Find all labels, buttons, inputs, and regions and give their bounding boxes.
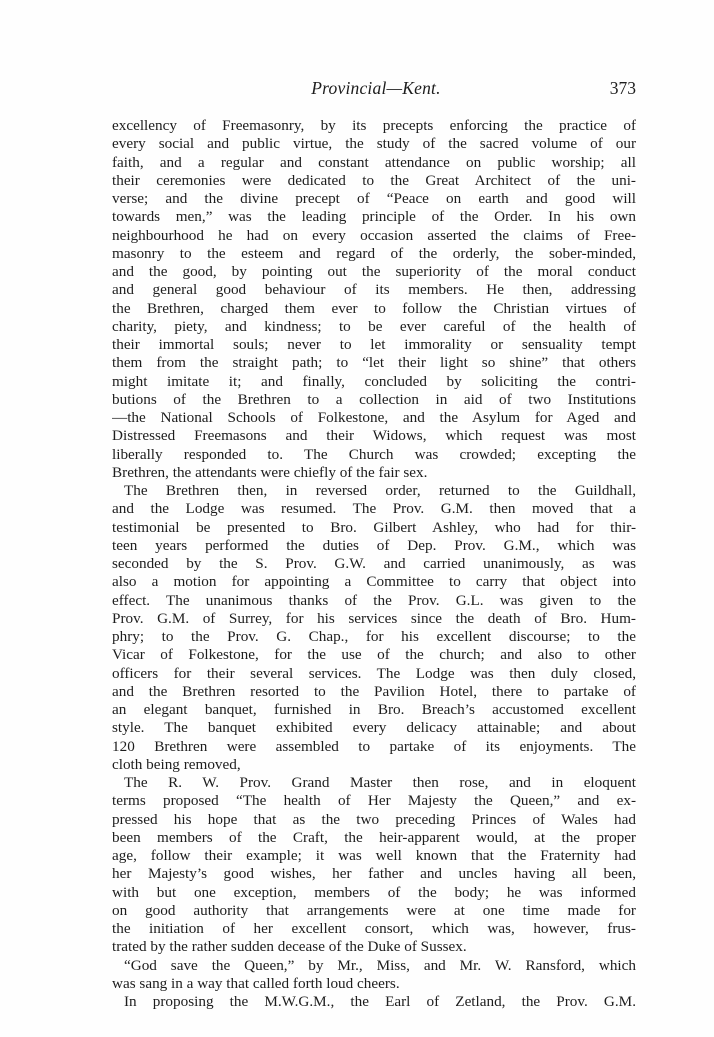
text-line: “God save the Queen,” by Mr., Miss, and Mr. W. Ransford, which (124, 956, 636, 974)
text-line: In proposing the M.W.G.M., the Earl of Zetland, the Prov. G.M. (124, 993, 636, 1010)
text-line: liberally responded to. The Church was crowded; excepting the (112, 445, 636, 463)
text-line: towards men,” was the leading principle of the Order. In his own (112, 208, 636, 226)
text-line: neighbourhood he had on every occasion asserted the claims of Free- (112, 226, 636, 244)
text-line: and the Brethren resorted to the Pavilion Hotel, there to partake of (112, 682, 636, 700)
text-line: terms proposed “The health of Her Majesty the Queen,” and ex- (112, 792, 636, 810)
text-line: faith, and a regular and constant attendance on public worship; all (112, 153, 636, 171)
text-line: —the National Schools of Folkestone, and the Asylum for Aged and (112, 409, 636, 426)
text-line: The R. W. Prov. Grand Master then rose, and in eloquent (124, 774, 636, 791)
text-line: them from the straight path; to “let their light so shine” that others (112, 354, 636, 372)
text-line: age, follow their example; it was well known that the Fraternity had (112, 847, 636, 864)
text-line: Distressed Freemasons and their Widows, which request was most (112, 427, 636, 445)
text-line: on good authority that arrangements were at one time made for (112, 901, 636, 919)
text-line: style. The banquet exhibited every delicacy attainable; and about (112, 719, 636, 737)
text-line: the Brethren, charged them ever to follow the Christian virtues of (112, 299, 636, 317)
text-line: and the Lodge was resumed. The Prov. G.M. then moved that a (112, 500, 636, 518)
text-line: an elegant banquet, furnished in Bro. Breach’s accustomed excellent (112, 701, 636, 718)
text-line: with but one exception, members of the body; he was informed (112, 883, 636, 901)
text-line: was sang in a way that called forth loud cheers. (112, 974, 400, 992)
text-line: officers for their several services. The Lodge was then duly closed, (112, 664, 636, 682)
text-line: trated by the rather sudden decease of the Duke of Sussex. (112, 938, 467, 956)
text-line: and general good behaviour of its members. He then, addressing (112, 281, 636, 299)
text-line: and the good, by pointing out the superiority of the moral conduct (112, 263, 636, 280)
text-line: Prov. G.M. of Surrey, for his services since the death of Bro. Hum- (112, 609, 636, 627)
text-line: Vicar of Folkestone, for the use of the church; and also to other (112, 646, 636, 664)
text-line: Brethren, the attendants were chiefly of the fair sex. (112, 463, 428, 481)
running-head: Provincial—Kent. (311, 78, 441, 98)
text-line: pressed his hope that as the two preceding Princes of Wales had (112, 810, 636, 828)
text-line: also a motion for appointing a Committee to carry that object into (112, 573, 636, 591)
text-line: their immortal souls; never to let immorality or sensuality tempt (112, 336, 636, 353)
page-number: 373 (609, 78, 636, 98)
text-line: charity, piety, and kindness; to be ever careful of the health of (112, 317, 636, 335)
text-line: verse; and the divine precept of “Peace on earth and good will (112, 190, 636, 207)
text-line: 120 Brethren were assembled to partake of its enjoyments. The (112, 737, 636, 755)
text-line: might imitate it; and finally, concluded by soliciting the contri- (112, 372, 636, 390)
text-line: excellency of Freemasonry, by its precepts enforcing the practice of (112, 117, 636, 134)
body-text (112, 117, 636, 1011)
text-line: seconded by the S. Prov. G.W. and carried unanimously, as was (112, 555, 636, 572)
text-line: been members of the Craft, the heir-apparent would, at the proper (112, 828, 636, 846)
text-line: phry; to the Prov. G. Chap., for his excellent discourse; to the (112, 628, 636, 645)
text-line: masonry to the esteem and regard of the orderly, the sober-minded, (112, 244, 636, 262)
page-header (116, 78, 636, 102)
text-line: their ceremonies were dedicated to the Great Architect of the uni- (112, 171, 636, 189)
text-line: testimonial be presented to Bro. Gilbert Ashley, who had for thir- (112, 518, 636, 536)
text-line: butions of the Brethren to a collection in aid of two Institutions (112, 390, 636, 408)
text-line: every social and public virtue, the study of the sacred volume of our (112, 135, 636, 153)
text-line: her Majesty’s good wishes, her father and uncles having all been, (112, 865, 636, 883)
text-line: The Brethren then, in reversed order, returned to the Guildhall, (124, 482, 636, 499)
text-line: cloth being removed, (112, 755, 241, 773)
text-line: teen years performed the duties of Dep. Prov. G.M., which was (112, 536, 636, 554)
text-line: effect. The unanimous thanks of the Prov. G.L. was given to the (112, 591, 636, 609)
text-line: the initiation of her excellent consort, which was, however, frus- (112, 920, 636, 937)
